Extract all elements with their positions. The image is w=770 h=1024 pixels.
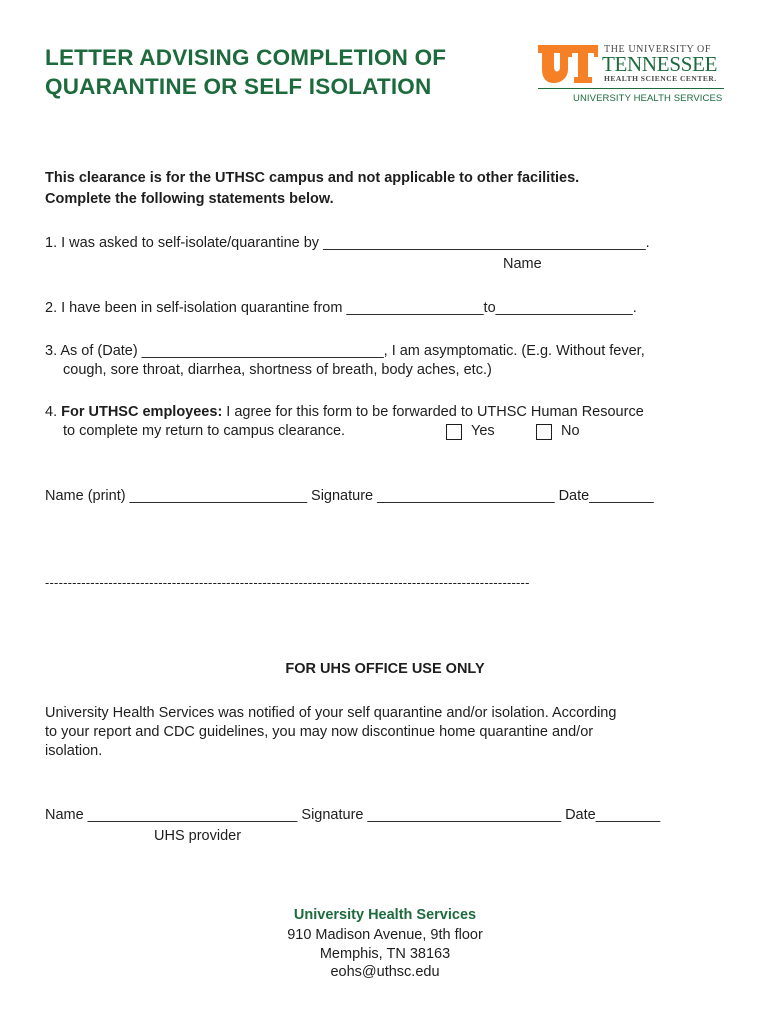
title-line-2: QUARANTINE OR SELF ISOLATION — [45, 74, 432, 99]
footer-email[interactable]: eohs@uthsc.edu — [330, 964, 440, 980]
yes-label: Yes — [471, 423, 495, 439]
footer-address-1: 910 Madison Avenue, 9th floor — [287, 927, 483, 943]
logo-divider — [538, 88, 724, 89]
statement-2: 2. I have been in self-isolation quarantine from _________________to_________________. — [45, 300, 637, 316]
office-para-line-3: isolation. — [45, 743, 103, 759]
ut-logo-mark-icon — [538, 43, 598, 83]
statement-4-line-2: to complete my return to campus clearance. — [63, 423, 346, 439]
logo-line-tennessee: TENNESSEE — [602, 52, 718, 76]
cut-divider: ----------------------------------------------------------------------------------------------------------- — [45, 575, 530, 590]
statement-4-line-1 — [45, 403, 644, 422]
page-title — [45, 43, 446, 101]
statement-1-name-caption: Name — [503, 256, 542, 272]
intro-line-1: This clearance is for the UTHSC campus and not applicable to other facilities. — [45, 170, 580, 186]
provider-signature-line: Name __________________________ Signature ________________________ Date________ — [45, 807, 661, 823]
footer-address-2: Memphis, TN 38163 — [319, 946, 451, 962]
footer-org-name: University Health Services — [293, 907, 477, 923]
employee-signature-line: Name (print) ______________________ Signature ______________________ Date________ — [45, 488, 654, 504]
statement-4-number: 4. — [45, 404, 62, 420]
statement-3-line-1: 3. As of (Date) ______________________________, I am asymptomatic. (E.g. Without fever, — [45, 343, 645, 359]
logo-line-university: THE UNIVERSITY OF — [604, 44, 712, 55]
statement-4-text: I agree for this form to be forwarded to UTHSC Human Resource — [222, 404, 644, 420]
title-line-1: LETTER ADVISING COMPLETION OF — [45, 45, 447, 70]
provider-caption: UHS provider — [154, 828, 242, 844]
uthsc-logo — [538, 43, 726, 109]
intro-line-2: Complete the following statements below. — [45, 191, 334, 207]
yes-checkbox[interactable] — [446, 424, 462, 440]
no-label: No — [561, 423, 580, 439]
logo-line-uhs: UNIVERSITY HEALTH SERVICES — [573, 93, 723, 104]
statement-4-bold-label: For UTHSC employees: — [61, 404, 223, 420]
no-checkbox[interactable] — [536, 424, 552, 440]
office-para-line-2: to your report and CDC guidelines, you may now discontinue home quarantine and/or — [45, 724, 594, 740]
office-use-heading: FOR UHS OFFICE USE ONLY — [285, 661, 485, 677]
statement-3-line-2: cough, sore throat, diarrhea, shortness of breath, body aches, etc.) — [63, 362, 492, 378]
logo-line-hsc: HEALTH SCIENCE CENTER. — [604, 74, 717, 83]
statement-1: 1. I was asked to self-isolate/quarantine by ________________________________________. — [45, 235, 650, 251]
office-para-line-1: University Health Services was notified of your self quarantine and/or isolation. According — [45, 705, 617, 721]
